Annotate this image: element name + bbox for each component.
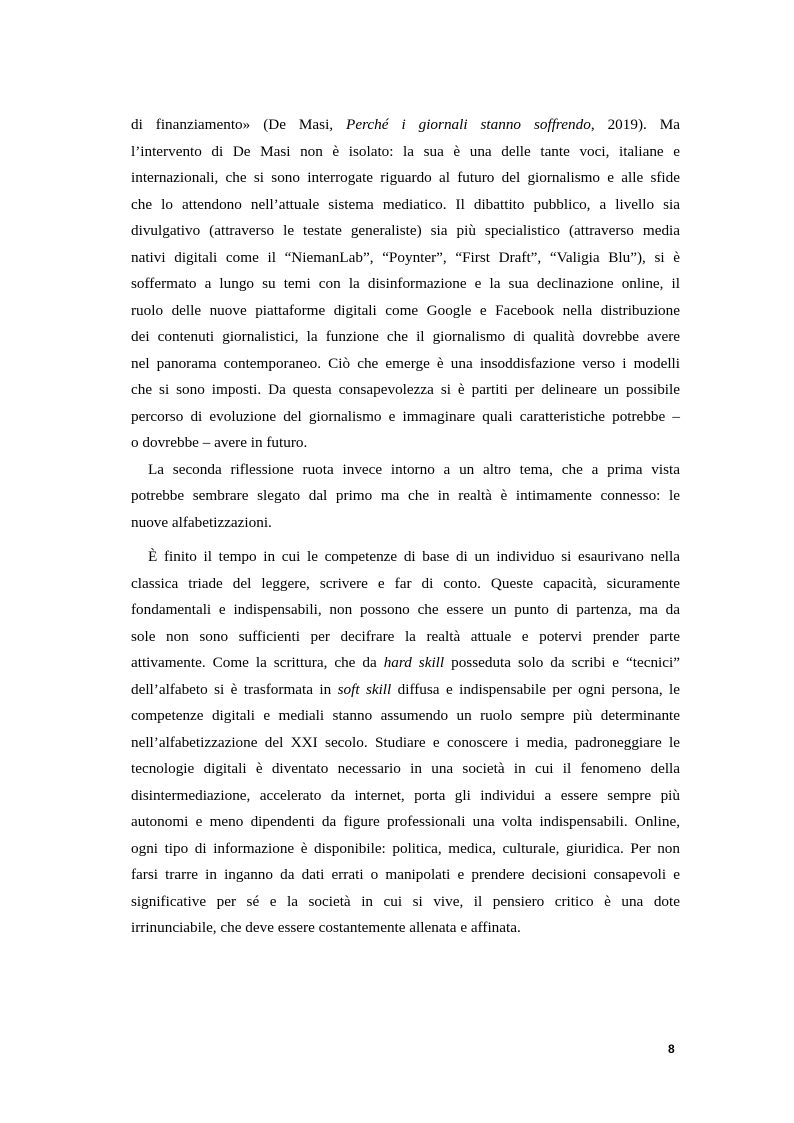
text-line bbox=[131, 597, 680, 624]
text-segment: percorso di evoluzione del giornalismo e immaginare quali caratteristiche potrebbe – bbox=[131, 407, 680, 425]
text-line bbox=[131, 377, 680, 404]
text-segment: divulgativo (attraverso le testate generaliste) sia più specialistico (attraverso media bbox=[131, 222, 680, 239]
text-segment: farsi trarre in inganno da dati errati o manipolati e prendere decisioni consapevoli e bbox=[131, 866, 680, 883]
page-number: 8 bbox=[668, 1042, 675, 1056]
text-segment: posseduta solo da scribi e “tecnici” bbox=[444, 654, 680, 671]
text-segment: sole non sono sufficienti per decifrare la realtà attuale e potervi prender parte bbox=[131, 627, 680, 645]
text-line bbox=[131, 510, 680, 537]
text-segment: competenze digitali e mediali stanno assumendo un ruolo sempre più determinante bbox=[131, 707, 680, 724]
text-segment: irrinunciabile, che deve essere costantemente allenata e affinata. bbox=[131, 919, 521, 936]
text-line bbox=[131, 483, 680, 510]
text-segment: dell’alfabeto si è trasformata in bbox=[131, 680, 338, 698]
text-segment: significative per sé e la società in cui si vive, il pensiero critico è una dote bbox=[131, 892, 680, 910]
italic-text: hard skill bbox=[383, 654, 445, 671]
text-segment: dei contenuti giornalistici, la funzione che il giornalismo di qualità dovrebbe avere bbox=[131, 328, 680, 345]
text-line bbox=[131, 351, 680, 378]
text-line bbox=[131, 571, 680, 598]
text-line bbox=[131, 730, 680, 757]
text-segment: l’intervento di De Masi non è isolato: la sua è una delle tante voci, italiane e bbox=[131, 142, 680, 160]
text-line bbox=[131, 756, 680, 783]
text-line bbox=[131, 889, 680, 916]
text-segment: fondamentali e indispensabili, non possono che essere un punto di partenza, ma da bbox=[131, 601, 680, 618]
text-segment: autonomi e meno dipendenti da figure professionali una volta indispensabili. Online, bbox=[131, 813, 680, 830]
text-segment: nel panorama contemporaneo. Ciò che emerge è una insoddisfazione verso i modelli bbox=[131, 354, 680, 372]
text-segment: classica triade del leggere, scrivere e far di conto. Queste capacità, sicuramente bbox=[131, 574, 680, 592]
text-line bbox=[131, 324, 680, 351]
text-segment: tecnologie digitali è diventato necessario in una società in cui il fenomeno della bbox=[131, 760, 680, 777]
text-line bbox=[131, 544, 680, 571]
text-line bbox=[131, 165, 680, 192]
text-line bbox=[131, 783, 680, 810]
text-line bbox=[131, 298, 680, 325]
text-segment: potrebbe sembrare slegato dal primo ma che in realtà è intimamente connesso: le bbox=[131, 487, 680, 504]
text-line bbox=[131, 139, 680, 166]
text-segment: attivamente. Come la scrittura, che da bbox=[131, 654, 384, 671]
text-segment: È finito il tempo in cui le competenze di base di un individuo si esaurivano nella bbox=[148, 548, 680, 565]
text-segment: di finanziamento» (De Masi, bbox=[131, 116, 347, 133]
text-segment: internazionali, che si sono interrogate riguardo al futuro del giornalismo e alle sfide bbox=[131, 169, 680, 186]
text-line bbox=[131, 404, 680, 431]
paragraph bbox=[131, 544, 680, 942]
text-segment: nativi digitali come il “NiemanLab”, “Poynter”, “First Draft”, “Valigia Blu”), si è bbox=[131, 248, 680, 266]
text-line bbox=[131, 192, 680, 219]
text-line bbox=[131, 218, 680, 245]
text-line bbox=[131, 624, 680, 651]
text-line bbox=[131, 915, 680, 942]
text-segment: soffermato a lungo su temi con la disinformazione e la sua declinazione online, il bbox=[131, 275, 680, 292]
text-line bbox=[131, 703, 680, 730]
text-segment: o dovrebbe – avere in futuro. bbox=[131, 434, 308, 451]
paragraph bbox=[131, 457, 680, 537]
italic-text: soft skill bbox=[337, 680, 392, 698]
text-line bbox=[131, 271, 680, 298]
text-segment: disintermediazione, accelerato da internet, porta gli individui a essere sempre più bbox=[131, 786, 680, 804]
text-line bbox=[131, 457, 680, 484]
text-line bbox=[131, 112, 680, 139]
text-segment: che si sono imposti. Da questa consapevolezza si è partiti per delineare un possibile bbox=[131, 381, 680, 398]
text-segment: , 2019). Ma bbox=[590, 116, 680, 133]
text-segment: ruolo delle nuove piattaforme digitali come Google e Facebook nella distribuzione bbox=[131, 301, 680, 319]
paragraph bbox=[131, 112, 680, 457]
text-segment: ogni tipo di informazione è disponibile: politica, medica, culturale, giuridica. Per non bbox=[131, 839, 680, 857]
text-line bbox=[131, 836, 680, 863]
text-line bbox=[131, 809, 680, 836]
text-line bbox=[131, 862, 680, 889]
italic-text: Perché i giornali stanno soffrendo bbox=[346, 116, 591, 133]
text-segment: nuove alfabetizzazioni. bbox=[131, 513, 272, 531]
text-segment: che lo attendono nell’attuale sistema mediatico. Il dibattito pubblico, a livello sia bbox=[131, 195, 680, 213]
text-line bbox=[131, 677, 680, 704]
text-line bbox=[131, 650, 680, 677]
text-line bbox=[131, 430, 680, 457]
text-line bbox=[131, 245, 680, 272]
body-text bbox=[131, 112, 680, 942]
text-segment: La seconda riflessione ruota invece intorno a un altro tema, che a prima vista bbox=[148, 460, 680, 478]
text-segment: diffusa e indispensabile per ogni persona, le bbox=[391, 680, 680, 698]
text-segment: nell’alfabetizzazione del XXI secolo. Studiare e conoscere i media, padroneggiare le bbox=[131, 733, 680, 751]
